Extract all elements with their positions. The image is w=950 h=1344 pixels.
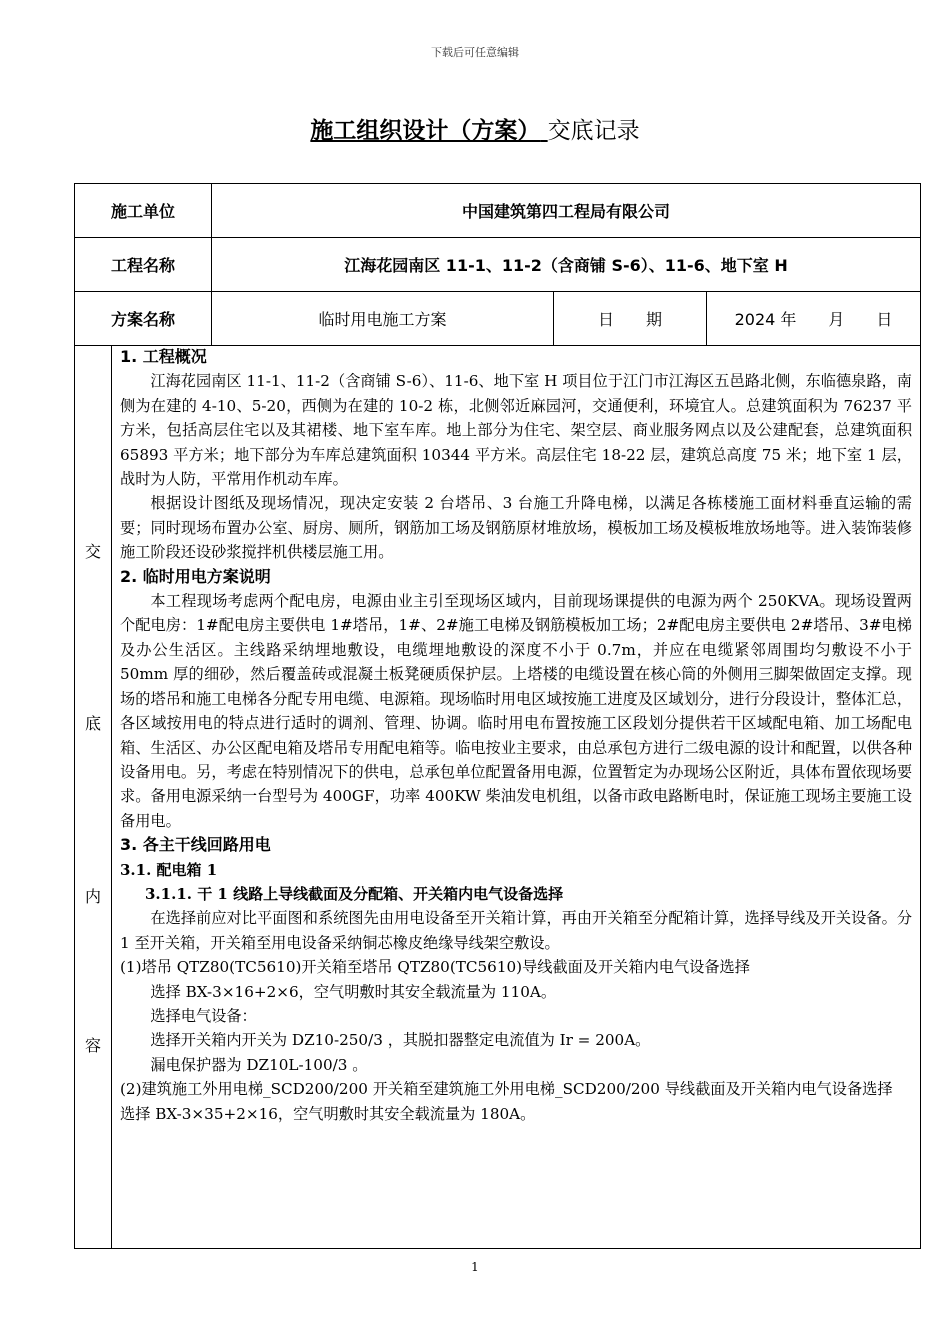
plan-value: 临时用电施工方案 [212, 292, 554, 346]
date-value: 2024 年 月 日 [707, 292, 921, 346]
plan-label: 方案名称 [75, 292, 212, 346]
item-1-line-c: 选择开关箱内开关为 DZ10-250/3 ，其脱扣器整定电流值为 Ir = 200A。 [150, 1031, 651, 1050]
item-2-line-a: 选择 BX-3×35+2×16，空气明敷时其安全载流量为 180A。 [120, 1104, 536, 1123]
section-2-heading: 2. 临时用电方案说明 [120, 566, 271, 586]
item-1: (1)塔吊 QTZ80(TC5610)开关箱至塔吊 QTZ80(TC5610)导线截面及开关箱内电气设备选择 [120, 958, 750, 977]
table-row [75, 238, 921, 292]
side-char-4: 容 [84, 1036, 101, 1055]
section-1-heading: 1. 工程概况 [120, 347, 207, 366]
side-char-3: 内 [84, 887, 101, 906]
item-2: (2)建筑施工外用电梯_SCD200/200 开关箱至建筑施工外用电梯_SCD200/200 导线截面及开关箱内电气设备选择 [120, 1080, 893, 1099]
header-note: 下载后可任意编辑 [431, 46, 519, 59]
info-table [74, 183, 921, 346]
table-row [75, 184, 921, 238]
section-3-paragraph-1: 在选择前应对比平面图和系统图先由用电设备至开关箱计算，再由开关箱至分配箱计算，选择导线及开关设备。分 1 至开关箱，开关箱至用电设备采纳铜芯橡皮绝缘导线架空敷设。 [120, 909, 912, 952]
table-row [75, 292, 921, 346]
section-3-1-1-heading: 3.1.1. 干 1 线路上导线截面及分配箱、开关箱内电气设备选择 [145, 884, 564, 903]
title-main: 施工组织设计（方案） [310, 118, 541, 144]
date-label: 日 期 [554, 292, 707, 346]
item-1-line-a: 选择 BX-3×16+2×6，空气明敷时其安全载流量为 110A。 [150, 982, 557, 1001]
project-label: 工程名称 [75, 238, 212, 292]
side-char-1: 交 [84, 542, 101, 561]
content-text [120, 345, 912, 1126]
section-3-1-heading: 3.1. 配电箱 1 [120, 860, 218, 879]
side-label-column [75, 345, 112, 1248]
unit-label: 施工单位 [75, 184, 212, 238]
project-value: 江海花园南区 11-1、11-2（含商铺 S-6）、11-6、地下室 H [212, 238, 921, 292]
content-section [74, 345, 921, 1249]
item-1-line-d: 漏电保护器为 DZ10L-100/3 。 [150, 1055, 368, 1074]
item-1-line-b: 选择电气设备： [150, 1006, 257, 1025]
unit-value: 中国建筑第四工程局有限公司 [212, 184, 921, 238]
section-2-paragraph-1: 本工程现场考虑两个配电房，电源由业主引至现场区域内，目前现场课提供的电源为两个 250KVA。现场设置两个配电房：1#配电房主要供电 1#塔吊，1#、2#施工电梯及钢筋模板加工场；2#配电房主要供电 2#塔吊、3#电梯及办公生活区。主线路采纳埋地敷设，电缆埋地敷设的深度不小于 0.7m，并应在电缆紧邻周围均匀敷设不小于 50mm 厚的细砂，然后覆盖砖或混凝土板凳硬质保护层。上塔楼的电缆设置在核心筒的外侧用三脚架做固定支撑。现场的塔吊和施工电梯各分配专用电缆、电源箱。现场临时用电区域按施工进度及区域划分，进行分段设计，整体汇总，各区域按用电的特点进行适时的调剂、管理、协调。临时用电布置按施工区段划分提供若干区域配电箱、加工场配电箱、生活区、办公区配电箱及塔吊专用配电箱等。临电按业主要求，由总承包方进行二级电源的设计和配置，以供各种设备用电。另，考虑在特别情况下的供电，总承包单位配置备用电源，位置暂定为办现场公区附近，具体布置依现场要求。备用电源采纳一台型号为 400GF，功率 400KW 柴油发电机组，以备市政电路断电时，保证施工现场主要施工设备用电。 [120, 592, 912, 830]
section-1-paragraph-2: 根据设计图纸及现场情况，现决定安装 2 台塔吊、3 台施工升降电梯，以满足各栋楼施工面材料垂直运输的需要；同时现场布置办公室、厨房、厕所，钢筋加工场及钢筋原材堆放场，模板加工场及模板堆放场地等。进入装饰装修施工阶段还设砂浆搅拌机供楼层施工用。 [120, 494, 912, 562]
title-underline-pad [540, 118, 547, 144]
document-title [0, 112, 950, 145]
section-3-heading: 3. 各主干线回路用电 [120, 835, 271, 855]
title-sub: 交底记录 [547, 118, 640, 144]
section-1-paragraph-1: 江海花园南区 11-1、11-2（含商铺 S-6）、11-6、地下室 H 项目位于江门市江海区五邑路北侧，东临德泉路，南侧为在建的 4-10、5-20，西侧为在建的 10-2 栋，北侧邻近麻园河，交通便利，环境宜人。总建筑面积为 76237 平方米，包括高层住宅以及其裙楼、地下室车库。地上部分为住宅、架空层、商业服务网点以及公建配套，总建筑面积 65893 平方米；地下部分为车库总建筑面积 10344 平方米。高层住宅 18-22 层，建筑总高度 75 米；地下室 1 层，战时为人防，平常用作机动车库。 [120, 372, 912, 489]
page-number: 1 [471, 1260, 479, 1274]
side-char-2: 底 [84, 714, 101, 733]
